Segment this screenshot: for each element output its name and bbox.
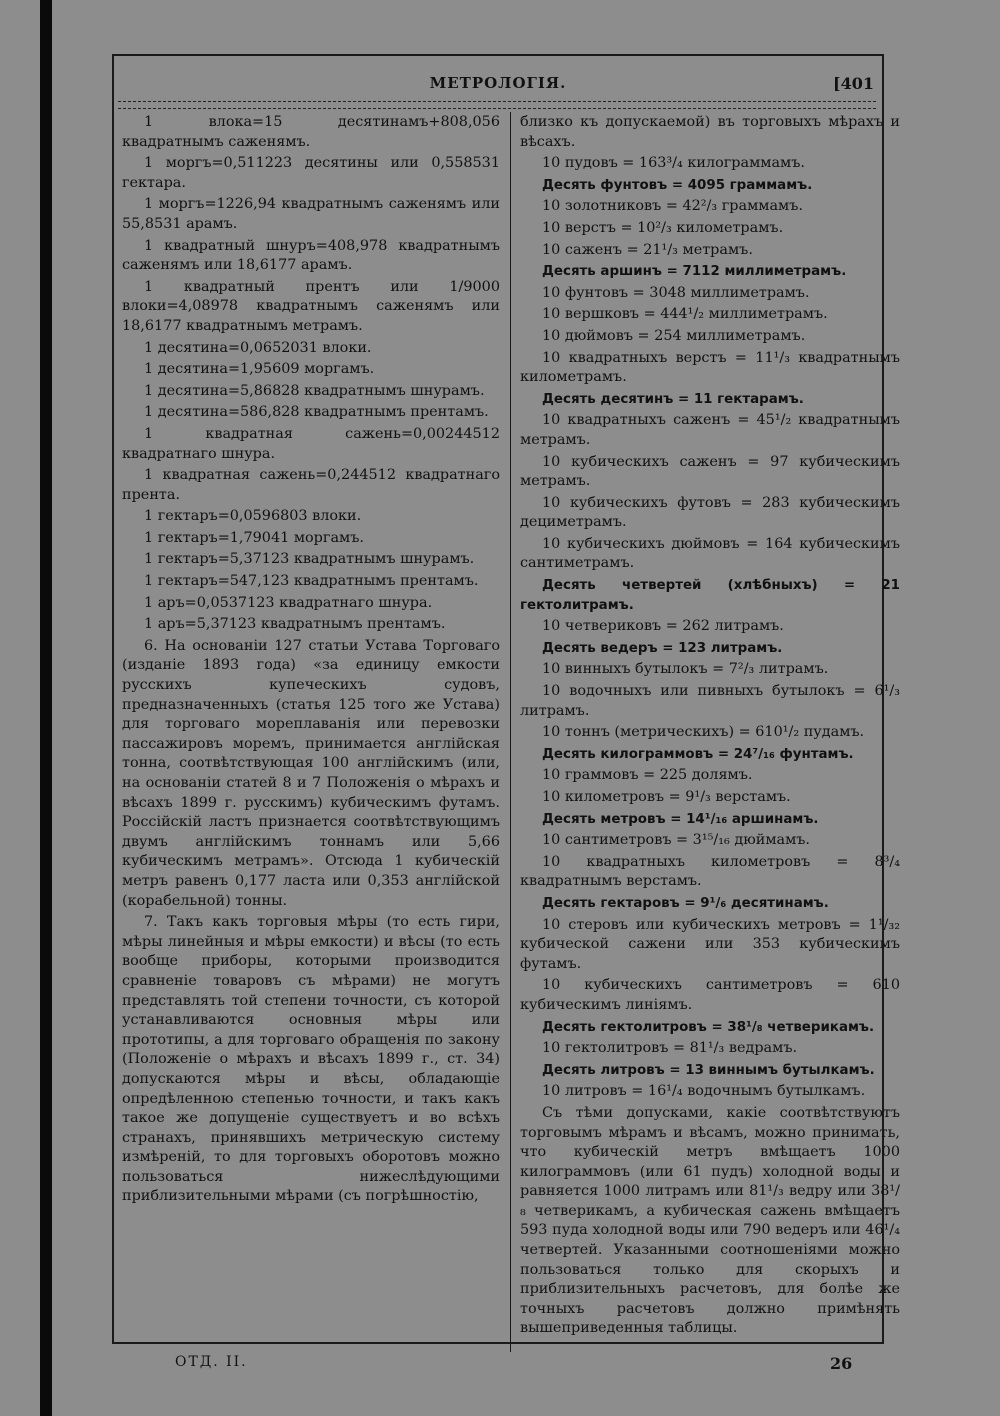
page-footer (0, 1354, 1000, 1378)
conversion-line: 10 квадратныхъ верстъ = 11¹/₃ квадратнымъ километрамъ. (520, 349, 900, 386)
conversion-line: 10 дюймовъ = 254 миллиметрамъ. (542, 327, 806, 344)
conversion-line-bold: Десять десятинъ = 11 гектарамъ. (542, 391, 804, 407)
conversion-line-bold: Десять ведеръ = 123 литрамъ. (542, 640, 783, 656)
paragraph: 1 квадратный шнуръ=408,978 квадратнымъ саженямъ или 18,6177 арамъ. (122, 237, 500, 274)
conversion-line: 10 саженъ = 21¹/₃ метрамъ. (542, 241, 753, 258)
conversion-line: 10 сантиметровъ = 3¹⁵/₁₆ дюймамъ. (542, 832, 811, 849)
right-column (520, 113, 900, 1341)
paragraph-section-6: 6. На основаніи 127 статьи Устава Торговаго (изданіе 1893 года) «за единицу емкости русскихъ купеческихъ судовъ, предназначенныхъ (статья 125 того же Устава) для торговаго мореплаванія или перевозки пассажировъ моремъ, принимается англійская тонна, соотвѣтствующая 100 англійскимъ (или, на основаніи статей 8 и 7 Положенія о мѣрахъ и вѣсахъ 1899 г. русскимъ) кубическимъ футамъ. Россійскій ластъ признается соотвѣтствующимъ двумъ англійскимъ тоннамъ или 5,66 кубическимъ метрамъ». Отсюда 1 кубическій метръ равенъ 0,177 ласта или 0,353 англійской (корабельной) тонны. (122, 637, 500, 909)
book-spine-shadow (40, 0, 52, 1416)
paragraph: 1 моргъ=0,511223 десятины или 0,558531 гектара. (122, 155, 500, 191)
paragraph: 1 влока=15 десятинамъ+808,056 квадратнымъ саженямъ. (122, 114, 500, 150)
conversion-line: 10 четвериковъ = 262 литрамъ. (542, 618, 784, 635)
conversion-line: 10 фунтовъ = 3048 миллиметрамъ. (542, 284, 810, 301)
conversion-line: 10 тоннъ (метрическихъ) = 610¹/₂ пудамъ. (542, 724, 865, 741)
conversion-line: 10 винныхъ бутылокъ = 7²/₃ литрамъ. (542, 661, 829, 678)
conversion-line-bold: Десять фунтовъ = 4095 граммамъ. (542, 177, 813, 193)
conversion-line: 10 водочныхъ или пивныхъ бутылокъ = 6¹/₃ литрамъ. (520, 683, 900, 719)
paragraph: 1 десятина=0,0652031 влоки. (144, 339, 372, 356)
paragraph: 1 десятина=5,86828 квадратнымъ шнурамъ. (144, 382, 485, 399)
paragraph: 1 аръ=0,0537123 квадратнаго шнура. (144, 594, 433, 611)
conversion-line: 10 граммовъ = 225 долямъ. (542, 767, 753, 784)
section-label: ОТД. II. (175, 1354, 248, 1370)
paragraph: 1 квадратный прентъ или 1/9000 влоки=4,08978 квадратнымъ саженямъ или 18,6177 квадратнымъ метрамъ. (122, 278, 500, 334)
paragraph: 1 десятина=1,95609 моргамъ. (144, 361, 375, 378)
page-number: [401 (833, 74, 874, 93)
paragraph: 1 десятина=586,828 квадратнымъ прентамъ. (144, 404, 489, 421)
paragraph: близко къ допускаемой) въ торговыхъ мѣрахъ и вѣсахъ. (520, 114, 900, 150)
paragraph: 1 гектаръ=547,123 квадратнымъ прентамъ. (144, 573, 479, 590)
paragraph: 1 гектаръ=5,37123 квадратнымъ шнурамъ. (144, 551, 475, 568)
paragraph: 1 гектаръ=0,0596803 влоки. (144, 508, 362, 525)
conversion-line: 10 стеровъ или кубическихъ метровъ = 1¹/₃₂ кубической сажени или 353 кубическимъ футамъ. (520, 916, 900, 972)
conversion-line: 10 гектолитровъ = 81¹/₃ ведрамъ. (542, 1040, 798, 1057)
conversion-line: 10 квадратныхъ километровъ = 8³/₄ квадратнымъ верстамъ. (520, 853, 900, 890)
column-divider (510, 112, 511, 1352)
paragraph: 1 квадратная сажень=0,00244512 квадратнаго шнура. (122, 425, 500, 462)
conversion-line: 10 кубическихъ сантиметровъ = 610 кубическимъ линіямъ. (520, 977, 900, 1013)
paragraph-section-7: 7. Такъ какъ торговыя мѣры (то есть гири, мѣры линейныя и мѣры емкости) и вѣсы (то есть вообще приборы, которыми производится сравненіе товаровъ съ мѣрами) не могутъ представлять той степени точности, съ которой устанавливаются основныя мѣры или прототипы, а для торговаго обращенія по закону (Положеніе о мѣрахъ и вѣсахъ 1899 г., ст. 34) допускаются мѣры и вѣсы, обладающіе опредѣленною степенью точности, и такъ какъ такое же допущеніе существуетъ и во всѣхъ странахъ, принявшихъ метрическую систему измѣреній, то для торговыхъ оборотовъ можно пользоваться нижеслѣдующими приблизительными мѣрами (съ погрѣшностію, (122, 914, 500, 1205)
running-head (112, 74, 884, 98)
conversion-line-bold: Десять килограммовъ = 24⁷/₁₆ фунтамъ. (542, 746, 854, 762)
conversion-line-bold: Десять литровъ = 13 виннымъ бутылкамъ. (542, 1062, 875, 1078)
conversion-line: 10 квадратныхъ саженъ = 45¹/₂ квадратнымъ метрамъ. (520, 412, 900, 448)
paragraph-conclusion: Съ тѣми допусками, какіе соотвѣтствуютъ торговымъ мѣрамъ и вѣсамъ, можно принимать, что кубическій метръ вмѣщаетъ 1000 килограммовъ (или 61 пудъ) холодной воды и равняется 1000 литрамъ или 81¹/₃ ведру или 38¹/₈ четверикамъ, а кубическая сажень вмѣщаетъ 593 пуда холодной воды или 790 ведеръ или 46¹/₄ четвертей. Указанными соотношеніями можно пользоваться только для скорыхъ и приблизительныхъ расчетовъ, для болѣе же точныхъ расчетовъ должно примѣнять вышеприведенныя таблицы. (520, 1104, 900, 1337)
conversion-line: 10 вершковъ = 444¹/₂ миллиметрамъ. (542, 306, 828, 323)
conversion-line: 10 кубическихъ футовъ = 283 кубическимъ дециметрамъ. (520, 494, 900, 531)
conversion-line: 10 кубическихъ саженъ = 97 кубическимъ метрамъ. (520, 453, 900, 490)
conversion-line-bold: Десять гектолитровъ = 38¹/₈ четверикамъ. (542, 1019, 875, 1035)
paragraph: 1 моргъ=1226,94 квадратнымъ саженямъ или 55,8531 арамъ. (122, 196, 500, 232)
conversion-line-bold: Десять метровъ = 14¹/₁₆ аршинамъ. (542, 811, 819, 827)
conversion-line: 10 кубическихъ дюймовъ = 164 кубическимъ сантиметрамъ. (520, 535, 900, 572)
paragraph: 1 гектаръ=1,79041 моргамъ. (144, 529, 364, 546)
conversion-line: 10 верстъ = 10²/₃ километрамъ. (542, 219, 784, 236)
paragraph: 1 квадратная сажень=0,244512 квадратнаго прента. (122, 467, 500, 503)
conversion-line-bold: Десять гектаровъ = 9¹/₆ десятинамъ. (542, 895, 829, 911)
sheet-number: 26 (830, 1354, 853, 1373)
page-title: МЕТРОЛОГІЯ. (429, 74, 567, 92)
conversion-line-bold: Десять четвертей (хлѣбныхъ) = 21 гектолитрамъ. (520, 578, 900, 613)
paragraph: 1 аръ=5,37123 квадратнымъ прентамъ. (144, 616, 446, 633)
conversion-line: 10 километровъ = 9¹/₃ верстамъ. (542, 789, 791, 805)
conversion-line: 10 золотниковъ = 42²/₃ граммамъ. (542, 198, 803, 215)
header-rule (118, 101, 876, 109)
left-column (122, 113, 500, 1209)
conversion-line: 10 литровъ = 16¹/₄ водочнымъ бутылкамъ. (542, 1083, 866, 1100)
conversion-line: 10 пудовъ = 163³/₄ килограммамъ. (542, 155, 805, 172)
conversion-line-bold: Десять аршинъ = 7112 миллиметрамъ. (542, 264, 847, 280)
